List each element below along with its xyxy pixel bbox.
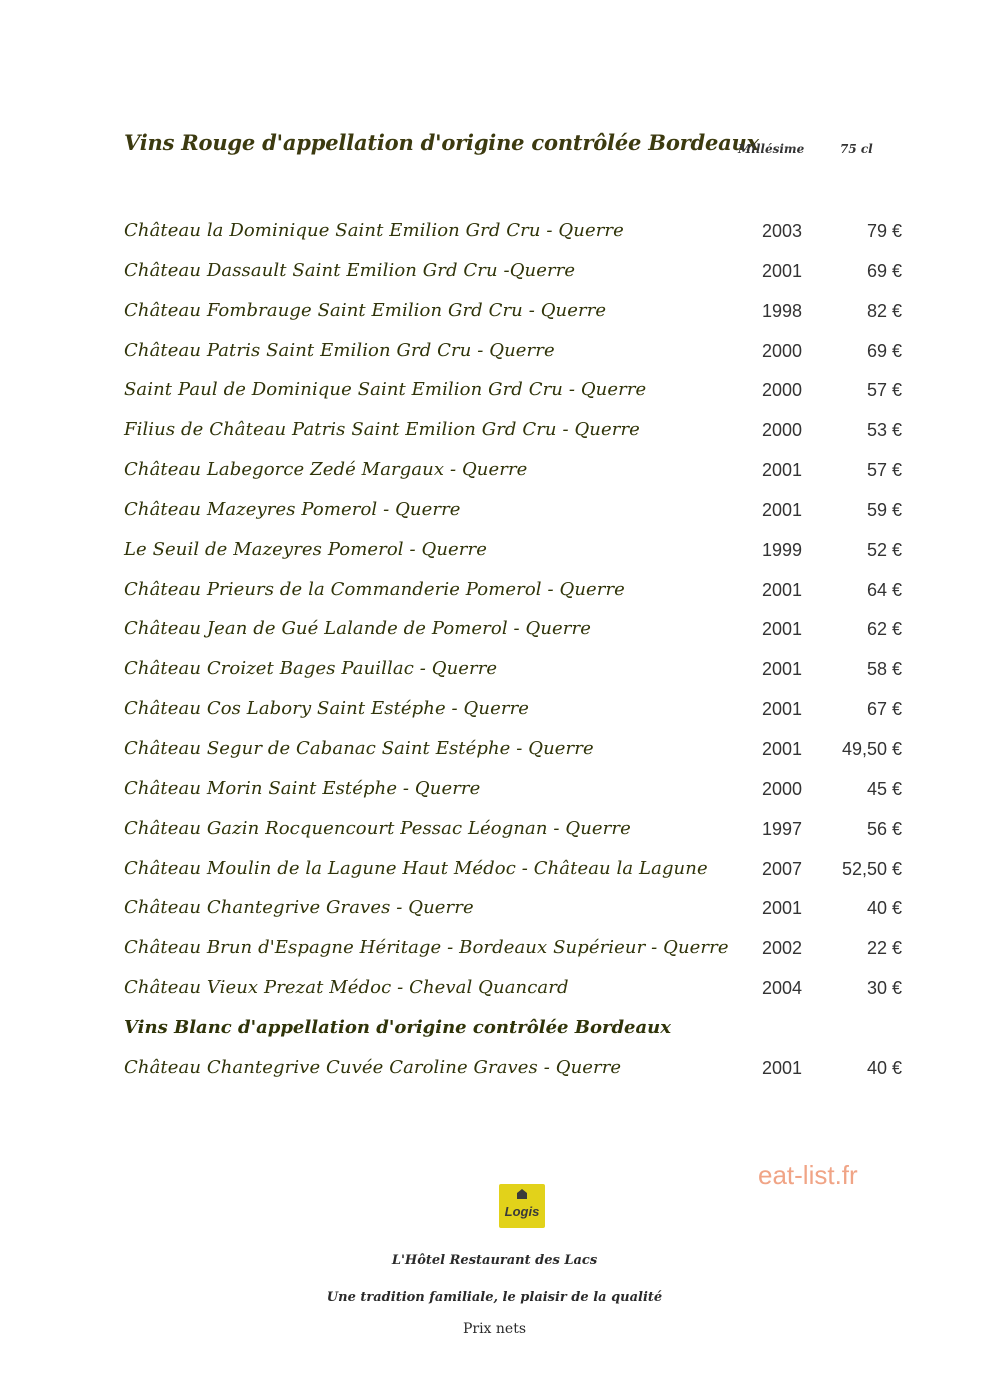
wine-vintage: 1997 — [762, 818, 803, 839]
wine-row — [124, 935, 904, 975]
page-header — [124, 128, 904, 168]
logis-logo — [499, 1184, 545, 1228]
wine-price: 53 € — [866, 420, 902, 441]
wine-price: 30 € — [866, 978, 902, 999]
wine-row — [124, 577, 904, 617]
wine-price: 56 € — [866, 818, 902, 839]
wine-vintage: 2001 — [762, 699, 803, 720]
watermark: eat-list.fr — [758, 1160, 858, 1190]
wine-vintage: 2001 — [762, 619, 803, 640]
wine-name: Château Vieux Prezat Médoc - Cheval Quancard — [124, 977, 569, 999]
wine-list — [124, 218, 904, 1095]
wine-name: Château Chantegrive Cuvée Caroline Graves - Querre — [124, 1056, 622, 1078]
wine-vintage: 2000 — [762, 778, 803, 799]
wine-row — [124, 298, 904, 338]
white-wines-title: Vins Blanc d'appellation d'origine contrôlée Bordeaux — [124, 1016, 671, 1038]
wine-vintage: 2000 — [762, 340, 803, 361]
wine-price: 40 € — [866, 898, 902, 919]
wine-price: 62 € — [866, 619, 902, 640]
price-column-header: 75 cl — [840, 142, 873, 156]
wine-name: Château Labegorce Zedé Margaux - Querre — [124, 459, 528, 481]
wine-row — [124, 856, 904, 896]
wine-name: Château Mazeyres Pomerol - Querre — [124, 498, 461, 520]
wine-name: Filius de Château Patris Saint Emilion Grd Cru - Querre — [124, 419, 640, 441]
white-wines-heading — [124, 1015, 904, 1055]
wine-row — [124, 537, 904, 577]
wine-vintage: 2004 — [762, 978, 803, 999]
wine-row — [124, 258, 904, 298]
wine-name: Château Fombrauge Saint Emilion Grd Cru - Querre — [124, 299, 607, 321]
wine-price: 64 € — [866, 579, 902, 600]
wine-row — [124, 417, 904, 457]
wine-price: 69 € — [866, 340, 902, 361]
wine-price: 79 € — [866, 221, 902, 241]
wine-name: Château Prieurs de la Commanderie Pomerol - Querre — [124, 578, 625, 600]
wine-name: Château Brun d'Espagne Héritage - Bordeaux Supérieur - Querre — [124, 937, 729, 959]
wine-row — [124, 816, 904, 856]
wine-price: 57 € — [866, 460, 902, 481]
wine-name: Château Moulin de la Lagune Haut Médoc - Château la Lagune — [124, 857, 708, 879]
wine-vintage: 2000 — [762, 420, 803, 441]
wine-row — [124, 616, 904, 656]
wine-name: Château la Dominique Saint Emilion Grd Cru - Querre — [124, 220, 624, 241]
wine-price: 45 € — [866, 778, 902, 799]
wine-vintage: 1999 — [762, 539, 803, 560]
wine-vintage: 2001 — [762, 460, 803, 481]
wine-vintage: 2001 — [762, 260, 803, 281]
wine-name: Château Gazin Rocquencourt Pessac Léognan - Querre — [124, 817, 631, 839]
wine-price: 69 € — [866, 260, 902, 281]
wine-row — [124, 1055, 904, 1095]
wine-vintage: 2000 — [762, 380, 803, 401]
wine-vintage: 2001 — [762, 579, 803, 600]
wine-name: Saint Paul de Dominique Saint Emilion Grd Cru - Querre — [124, 379, 647, 401]
wine-vintage: 1998 — [762, 300, 803, 321]
wine-row — [124, 975, 904, 1015]
wine-price: 22 € — [866, 938, 902, 959]
wine-vintage: 2001 — [762, 659, 803, 680]
wine-price: 52 € — [866, 539, 902, 560]
wine-row — [124, 696, 904, 736]
house-icon — [517, 1189, 527, 1199]
wine-name: Château Dassault Saint Emilion Grd Cru -Querre — [124, 259, 576, 281]
wine-row — [124, 656, 904, 696]
wine-price: 49,50 € — [841, 738, 902, 759]
wine-row — [124, 377, 904, 417]
wine-row — [124, 338, 904, 378]
wine-row — [124, 457, 904, 497]
wine-vintage: 2001 — [762, 738, 803, 759]
wine-name: Le Seuil de Mazeyres Pomerol - Querre — [124, 538, 487, 560]
wine-vintage: 2002 — [762, 938, 803, 959]
wine-vintage: 2007 — [762, 858, 803, 879]
wine-price: 58 € — [866, 659, 902, 680]
wine-vintage: 2001 — [762, 499, 803, 520]
wine-name: Château Segur de Cabanac Saint Estéphe - Querre — [124, 737, 594, 759]
wine-vintage: 2001 — [762, 1057, 803, 1078]
wine-row — [124, 497, 904, 537]
wine-price: 57 € — [866, 380, 902, 401]
wine-vintage: 2003 — [762, 221, 803, 241]
wine-row — [124, 776, 904, 816]
wine-name: Château Jean de Gué Lalande de Pomerol - Querre — [124, 618, 591, 640]
wine-name: Château Cos Labory Saint Estéphe - Querre — [124, 698, 530, 720]
wine-price: 82 € — [866, 300, 902, 321]
wine-row — [124, 895, 904, 935]
logo-label: Logis — [504, 1204, 540, 1219]
wine-row — [124, 218, 904, 258]
wine-name: Château Morin Saint Estéphe - Querre — [124, 777, 481, 799]
wine-name: Château Chantegrive Graves - Querre — [124, 897, 474, 919]
tagline: Une tradition familiale, le plaisir de la qualité — [326, 1290, 663, 1305]
wine-price: 52,50 € — [841, 858, 902, 879]
wine-name: Château Patris Saint Emilion Grd Cru - Querre — [124, 339, 555, 361]
wine-vintage: 2001 — [762, 898, 803, 919]
restaurant-name: L'Hôtel Restaurant des Lacs — [391, 1253, 598, 1268]
wine-row — [124, 736, 904, 776]
wine-name: Château Croizet Bages Pauillac - Querre — [124, 658, 498, 680]
page-title: Vins Rouge d'appellation d'origine contrôlée Bordeaux — [124, 130, 759, 155]
wine-price: 59 € — [866, 499, 902, 520]
net-prices-note: Prix nets — [462, 1321, 527, 1337]
wine-price: 40 € — [866, 1057, 902, 1078]
vintage-column-header: Millésime — [738, 142, 805, 156]
wine-price: 67 € — [866, 699, 902, 720]
